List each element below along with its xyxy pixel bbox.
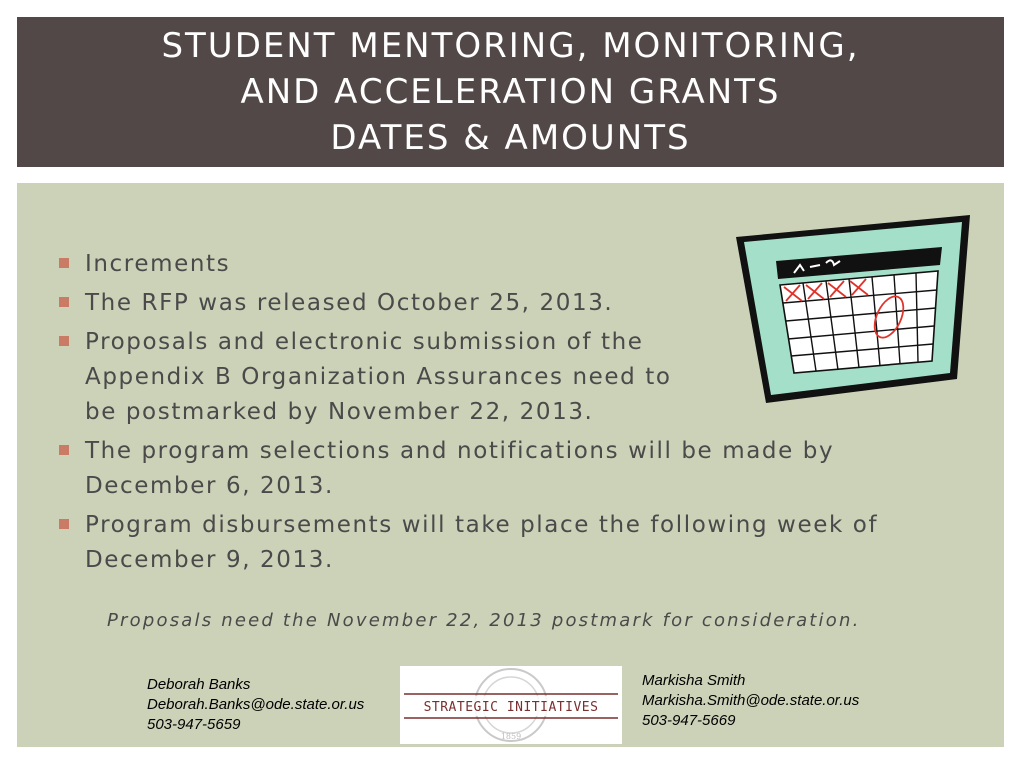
strategic-initiatives-logo bbox=[400, 666, 622, 744]
contact-markisha-smith bbox=[642, 671, 859, 731]
calendar-icon bbox=[732, 213, 977, 403]
title-banner bbox=[17, 17, 1004, 167]
bullet-square-icon bbox=[59, 336, 69, 346]
postmark-note: Proposals need the November 22, 2013 postmark for consideration. bbox=[107, 610, 861, 631]
bullet-square-icon bbox=[59, 258, 69, 268]
contact-phone: 503-947-5659 bbox=[147, 716, 241, 733]
bullet-text: Increments bbox=[85, 251, 231, 277]
bullet-item bbox=[59, 325, 705, 430]
bullet-text: The RFP was released October 25, 2013. bbox=[85, 290, 614, 316]
contact-name: Markisha Smith bbox=[642, 672, 746, 689]
title-line-2: AND ACCELERATION GRANTS bbox=[240, 72, 781, 112]
bullet-text: The program selections and notifications will be made by December 6, 2013. bbox=[85, 438, 835, 499]
logo-label: STRATEGIC INITIATIVES bbox=[423, 700, 599, 715]
contact-deborah-banks bbox=[147, 675, 364, 735]
content-panel bbox=[17, 183, 1004, 747]
contact-email: Markisha.Smith@ode.state.or.us bbox=[642, 692, 860, 709]
bullet-square-icon bbox=[59, 297, 69, 307]
title-line-3: DATES & AMOUNTS bbox=[330, 118, 691, 158]
title-line-1: STUDENT MENTORING, MONITORING, bbox=[161, 26, 860, 66]
contact-name: Deborah Banks bbox=[147, 676, 251, 693]
contact-phone: 503-947-5669 bbox=[642, 712, 736, 729]
seal-year: 1859 bbox=[500, 732, 522, 741]
seal-icon bbox=[400, 666, 622, 744]
contact-email: Deborah.Banks@ode.state.or.us bbox=[147, 696, 365, 713]
bullet-text: Proposals and electronic submission of the Appendix B Organization Assurances need to be postmarked by November 22, 2013. bbox=[85, 329, 672, 425]
bullet-item bbox=[59, 434, 959, 504]
bullet-text: Program disbursements will take place the following week of December 9, 2013. bbox=[85, 512, 879, 573]
bullet-square-icon bbox=[59, 519, 69, 529]
bullet-square-icon bbox=[59, 445, 69, 455]
bullet-item bbox=[59, 508, 959, 578]
